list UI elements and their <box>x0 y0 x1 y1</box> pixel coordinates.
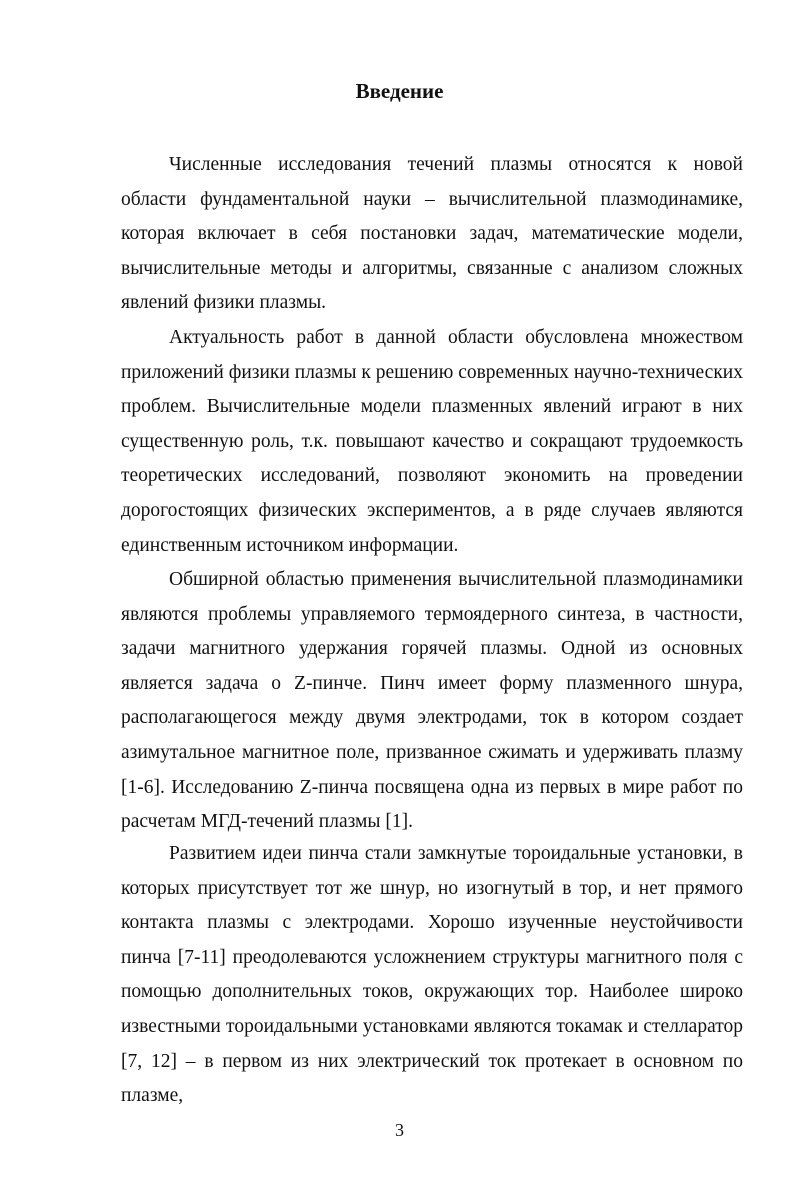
paragraph-fusion-z-pinch: Обширной областью применения вычислительной плазмодинамики являются проблемы управляемого термоядерного синтеза, в частности, задачи магнитного удержания горячей плазмы. Одной из основных является задача о Z-пинче. Пинч имеет форму плазменного шнура, располагающегося между двумя электродами, ток в котором создает азимутальное магнитное поле, призванное сжимать и удерживать плазму [1-6]. Исследованию Z-пинча посвящена одна из первых в мире работ по расчетам МГД-течений плазмы [1]. <box>121 569 743 833</box>
page-number: 3 <box>395 1120 404 1140</box>
paragraph-numerical-studies: Численные исследования течений плазмы относятся к новой области фундаментальной науки – вычислительной плазмодинамике, которая включает в себя постановки задач, математические модели, вычислительные методы и алгоритмы, связанные с анализом сложных явлений физики плазмы. <box>121 154 743 314</box>
section-title: Введение <box>355 79 444 103</box>
paragraph-relevance: Актуальность работ в данной области обусловлена множеством приложений физики плазмы к решению современных научно-технических проблем. Вычислительные модели плазменных явлений играют в них существенную роль, т.к. повышают качество и сокращают трудоемкость теоретических исследований, позволяют экономить на проведении дорогостоящих физических экспериментов, а в ряде случаев являются единственным источником информации. <box>121 327 743 556</box>
paragraph-toroidal-devices: Развитием идеи пинча стали замкнутые тороидальные установки, в которых присутствует тот же шнур, но изогнутый в тор, и нет прямого контакта плазмы с электродами. Хорошо изученные неустойчивости пинча [7-11] преодолеваются усложнением структуры магнитного поля с помощью дополнительных токов, окружающих тор. Наиболее широко известными тороидальными установками являются токамак и стелларатор [7, 12] – в первом из них электрический ток протекает в основном по плазме, <box>121 843 743 1107</box>
